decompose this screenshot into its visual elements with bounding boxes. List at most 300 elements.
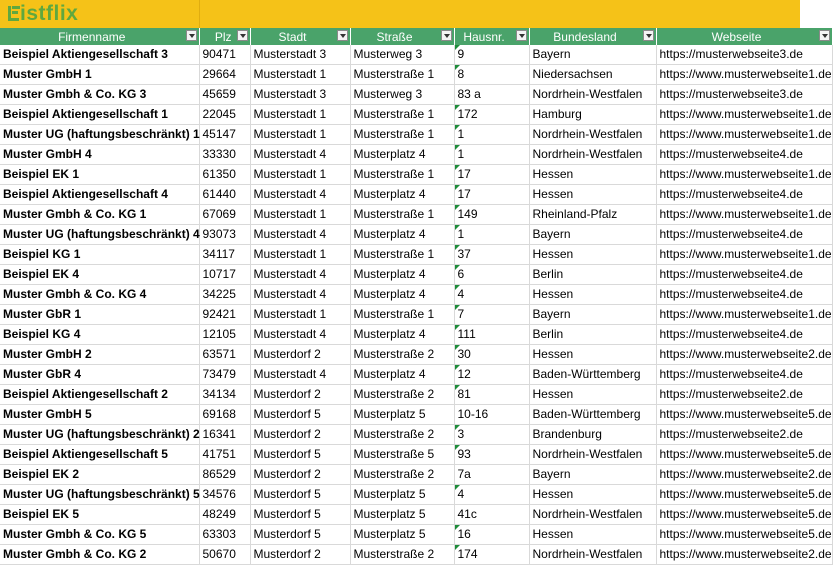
cell-value: 17 bbox=[457, 187, 471, 201]
filter-dropdown-icon[interactable] bbox=[237, 30, 248, 41]
cell-plz[interactable] bbox=[199, 285, 250, 305]
cell-strasse[interactable] bbox=[350, 345, 454, 365]
cell-value: Beispiel Aktiengesellschaft 5 bbox=[3, 447, 168, 461]
cell-bundesland[interactable] bbox=[529, 405, 656, 425]
cell-webseite[interactable] bbox=[656, 485, 832, 505]
cell-stadt[interactable] bbox=[250, 165, 350, 185]
cell-value: Muster UG (haftungsbeschränkt) 2 bbox=[3, 427, 200, 441]
cell-value: Nordrhein-Westfalen bbox=[532, 507, 643, 521]
cell-plz[interactable] bbox=[199, 505, 250, 525]
table-row bbox=[0, 545, 832, 565]
cell-strasse[interactable] bbox=[350, 485, 454, 505]
cell-stadt[interactable] bbox=[250, 325, 350, 345]
cell-plz[interactable] bbox=[199, 105, 250, 125]
cell-webseite[interactable] bbox=[656, 225, 832, 245]
cell-firmenname[interactable] bbox=[0, 305, 199, 325]
cell-stadt[interactable] bbox=[250, 205, 350, 225]
cell-firmenname[interactable] bbox=[0, 525, 199, 545]
cell-plz[interactable] bbox=[199, 545, 250, 565]
cell-firmenname[interactable] bbox=[0, 65, 199, 85]
cell-plz[interactable] bbox=[199, 465, 250, 485]
cell-strasse[interactable] bbox=[350, 125, 454, 145]
cell-bundesland[interactable] bbox=[529, 165, 656, 185]
cell-webseite[interactable] bbox=[656, 365, 832, 385]
cell-strasse[interactable] bbox=[350, 385, 454, 405]
cell-bundesland[interactable] bbox=[529, 345, 656, 365]
cell-stadt[interactable] bbox=[250, 465, 350, 485]
cell-value: 29664 bbox=[202, 67, 236, 81]
cell-value: Hessen bbox=[532, 347, 574, 361]
cell-webseite[interactable] bbox=[656, 445, 832, 465]
cell-bundesland[interactable] bbox=[529, 285, 656, 305]
cell-bundesland[interactable] bbox=[529, 225, 656, 245]
cell-bundesland[interactable] bbox=[529, 485, 656, 505]
cell-strasse[interactable] bbox=[350, 285, 454, 305]
cell-webseite[interactable] bbox=[656, 185, 832, 205]
cell-firmenname[interactable] bbox=[0, 125, 199, 145]
cell-value: 34576 bbox=[202, 487, 236, 501]
cell-firmenname[interactable] bbox=[0, 345, 199, 365]
column-header-hausnr[interactable] bbox=[454, 28, 529, 45]
cell-bundesland[interactable] bbox=[529, 65, 656, 85]
cell-value: https://www.musterwebseite5.de bbox=[659, 507, 832, 521]
cell-plz[interactable] bbox=[199, 265, 250, 285]
filter-dropdown-icon[interactable] bbox=[643, 30, 654, 41]
cell-strasse[interactable] bbox=[350, 525, 454, 545]
cell-strasse[interactable] bbox=[350, 45, 454, 65]
cell-strasse[interactable] bbox=[350, 185, 454, 205]
cell-firmenname[interactable] bbox=[0, 385, 199, 405]
cell-stadt[interactable] bbox=[250, 345, 350, 365]
cell-value: Muster GbR 4 bbox=[3, 367, 82, 381]
cell-value: https://musterwebseite4.de bbox=[659, 327, 803, 341]
cell-value: Musterdorf 5 bbox=[253, 527, 321, 541]
cell-value: Muster GmbH 2 bbox=[3, 347, 92, 361]
table-row bbox=[0, 345, 832, 365]
cell-hausnr[interactable] bbox=[454, 405, 529, 425]
cell-stadt[interactable] bbox=[250, 265, 350, 285]
cell-stadt[interactable] bbox=[250, 45, 350, 65]
number-as-text-indicator-icon bbox=[455, 385, 460, 390]
cell-value: Musterstadt 1 bbox=[253, 307, 327, 321]
cell-value: Musterplatz 5 bbox=[353, 507, 426, 521]
number-as-text-indicator-icon bbox=[455, 245, 460, 250]
cell-stadt[interactable] bbox=[250, 425, 350, 445]
cell-hausnr[interactable] bbox=[454, 325, 529, 345]
cell-value: Musterplatz 4 bbox=[353, 267, 426, 281]
cell-value: Musterstadt 3 bbox=[253, 47, 327, 61]
cell-hausnr[interactable] bbox=[454, 65, 529, 85]
cell-strasse[interactable] bbox=[350, 365, 454, 385]
cell-value: Beispiel Aktiengesellschaft 4 bbox=[3, 187, 168, 201]
cell-webseite[interactable] bbox=[656, 165, 832, 185]
cell-bundesland[interactable] bbox=[529, 205, 656, 225]
cell-hausnr[interactable] bbox=[454, 365, 529, 385]
cell-strasse[interactable] bbox=[350, 265, 454, 285]
cell-stadt[interactable] bbox=[250, 105, 350, 125]
cell-value: Nordrhein-Westfalen bbox=[532, 547, 643, 561]
cell-stadt[interactable] bbox=[250, 125, 350, 145]
cell-strasse[interactable] bbox=[350, 245, 454, 265]
cell-value: 1 bbox=[457, 127, 465, 141]
column-header-strasse[interactable] bbox=[350, 28, 454, 45]
number-as-text-indicator-icon bbox=[455, 125, 460, 130]
cell-hausnr[interactable] bbox=[454, 45, 529, 65]
cell-webseite[interactable] bbox=[656, 345, 832, 365]
cell-plz[interactable] bbox=[199, 325, 250, 345]
cell-value: 30 bbox=[457, 347, 471, 361]
cell-firmenname[interactable] bbox=[0, 425, 199, 445]
cell-value: Musterstadt 3 bbox=[253, 87, 327, 101]
cell-value: Beispiel EK 4 bbox=[3, 267, 80, 281]
cell-hausnr[interactable] bbox=[454, 165, 529, 185]
cell-hausnr[interactable] bbox=[454, 245, 529, 265]
spreadsheet-table bbox=[0, 28, 833, 565]
cell-plz[interactable] bbox=[199, 405, 250, 425]
filter-dropdown-icon[interactable] bbox=[819, 30, 830, 41]
cell-value: Hessen bbox=[532, 287, 574, 301]
table-row bbox=[0, 185, 832, 205]
column-header-bundesland[interactable] bbox=[529, 28, 656, 45]
cell-hausnr[interactable] bbox=[454, 425, 529, 445]
column-header-plz[interactable] bbox=[199, 28, 250, 45]
cell-webseite[interactable] bbox=[656, 145, 832, 165]
table-body bbox=[0, 45, 832, 565]
cell-hausnr[interactable] bbox=[454, 265, 529, 285]
cell-hausnr[interactable] bbox=[454, 85, 529, 105]
cell-webseite[interactable] bbox=[656, 325, 832, 345]
cell-value: https://www.musterwebseite1.de bbox=[659, 67, 832, 81]
filter-dropdown-icon[interactable] bbox=[186, 30, 197, 41]
cell-value: Hessen bbox=[532, 167, 574, 181]
cell-hausnr[interactable] bbox=[454, 205, 529, 225]
cell-value: https://www.musterwebseite1.de bbox=[659, 167, 832, 181]
cell-stadt[interactable] bbox=[250, 445, 350, 465]
cell-hausnr[interactable] bbox=[454, 125, 529, 145]
cell-value: Musterplatz 5 bbox=[353, 527, 426, 541]
cell-webseite[interactable] bbox=[656, 525, 832, 545]
cell-stadt[interactable] bbox=[250, 85, 350, 105]
table-row bbox=[0, 205, 832, 225]
column-header-label: Bundesland bbox=[553, 29, 617, 44]
cell-stadt[interactable] bbox=[250, 505, 350, 525]
cell-value: 4 bbox=[457, 487, 465, 501]
filter-dropdown-icon[interactable] bbox=[337, 30, 348, 41]
cell-hausnr[interactable] bbox=[454, 145, 529, 165]
cell-firmenname[interactable] bbox=[0, 405, 199, 425]
cell-value: Hessen bbox=[532, 387, 574, 401]
cell-plz[interactable] bbox=[199, 425, 250, 445]
cell-hausnr[interactable] bbox=[454, 105, 529, 125]
cell-webseite[interactable] bbox=[656, 205, 832, 225]
cell-strasse[interactable] bbox=[350, 305, 454, 325]
table-row bbox=[0, 65, 832, 85]
cell-firmenname[interactable] bbox=[0, 265, 199, 285]
cell-stadt[interactable] bbox=[250, 225, 350, 245]
cell-value: Muster GbR 1 bbox=[3, 307, 82, 321]
cell-firmenname[interactable] bbox=[0, 145, 199, 165]
cell-strasse[interactable] bbox=[350, 325, 454, 345]
cell-value: Musterstraße 1 bbox=[353, 207, 435, 221]
cell-value: https://musterwebseite2.de bbox=[659, 427, 803, 441]
cell-bundesland[interactable] bbox=[529, 105, 656, 125]
filter-dropdown-icon[interactable] bbox=[441, 30, 452, 41]
cell-bundesland[interactable] bbox=[529, 145, 656, 165]
cell-value: 73479 bbox=[202, 367, 236, 381]
cell-stadt[interactable] bbox=[250, 545, 350, 565]
cell-stadt[interactable] bbox=[250, 145, 350, 165]
cell-bundesland[interactable] bbox=[529, 85, 656, 105]
cell-plz[interactable] bbox=[199, 245, 250, 265]
cell-value: Musterplatz 4 bbox=[353, 367, 426, 381]
cell-webseite[interactable] bbox=[656, 125, 832, 145]
cell-bundesland[interactable] bbox=[529, 445, 656, 465]
cell-stadt[interactable] bbox=[250, 185, 350, 205]
cell-strasse[interactable] bbox=[350, 165, 454, 185]
cell-strasse[interactable] bbox=[350, 425, 454, 445]
table-row bbox=[0, 325, 832, 345]
cell-strasse[interactable] bbox=[350, 545, 454, 565]
cell-firmenname[interactable] bbox=[0, 505, 199, 525]
cell-bundesland[interactable] bbox=[529, 185, 656, 205]
cell-value: Nordrhein-Westfalen bbox=[532, 127, 643, 141]
cell-plz[interactable] bbox=[199, 525, 250, 545]
number-as-text-indicator-icon bbox=[455, 285, 460, 290]
cell-strasse[interactable] bbox=[350, 405, 454, 425]
cell-plz[interactable] bbox=[199, 125, 250, 145]
cell-value: 111 bbox=[457, 327, 476, 341]
cell-firmenname[interactable] bbox=[0, 365, 199, 385]
logo-mark-icon bbox=[8, 6, 19, 21]
cell-value: https://www.musterwebseite5.de bbox=[659, 527, 832, 541]
cell-value: Musterdorf 5 bbox=[253, 407, 321, 421]
cell-hausnr[interactable] bbox=[454, 225, 529, 245]
cell-value: Beispiel Aktiengesellschaft 1 bbox=[3, 107, 168, 121]
cell-value: Musterstraße 1 bbox=[353, 167, 435, 181]
cell-bundesland[interactable] bbox=[529, 365, 656, 385]
cell-stadt[interactable] bbox=[250, 385, 350, 405]
cell-value: Musterstadt 4 bbox=[253, 287, 327, 301]
cell-bundesland[interactable] bbox=[529, 45, 656, 65]
cell-hausnr[interactable] bbox=[454, 445, 529, 465]
cell-webseite[interactable] bbox=[656, 305, 832, 325]
cell-bundesland[interactable] bbox=[529, 425, 656, 445]
number-as-text-indicator-icon bbox=[455, 145, 460, 150]
cell-hausnr[interactable] bbox=[454, 385, 529, 405]
cell-firmenname[interactable] bbox=[0, 545, 199, 565]
cell-value: https://www.musterwebseite5.de bbox=[659, 407, 832, 421]
cell-firmenname[interactable] bbox=[0, 445, 199, 465]
cell-plz[interactable] bbox=[199, 445, 250, 465]
cell-value: 86529 bbox=[202, 467, 236, 481]
cell-value: Musterstadt 1 bbox=[253, 247, 327, 261]
cell-firmenname[interactable] bbox=[0, 465, 199, 485]
cell-value: 41c bbox=[457, 507, 477, 521]
cell-firmenname[interactable] bbox=[0, 225, 199, 245]
cell-firmenname[interactable] bbox=[0, 185, 199, 205]
cell-value: 12105 bbox=[202, 327, 236, 341]
cell-bundesland[interactable] bbox=[529, 305, 656, 325]
cell-hausnr[interactable] bbox=[454, 485, 529, 505]
cell-value: Muster Gmbh & Co. KG 3 bbox=[3, 87, 147, 101]
cell-plz[interactable] bbox=[199, 145, 250, 165]
cell-strasse[interactable] bbox=[350, 145, 454, 165]
cell-webseite[interactable] bbox=[656, 405, 832, 425]
table-row bbox=[0, 525, 832, 545]
cell-strasse[interactable] bbox=[350, 225, 454, 245]
cell-hausnr[interactable] bbox=[454, 505, 529, 525]
column-header-stadt[interactable] bbox=[250, 28, 350, 45]
cell-bundesland[interactable] bbox=[529, 465, 656, 485]
cell-value: 34134 bbox=[202, 387, 236, 401]
cell-plz[interactable] bbox=[199, 165, 250, 185]
column-header-webseite[interactable] bbox=[656, 28, 832, 45]
cell-strasse[interactable] bbox=[350, 465, 454, 485]
cell-strasse[interactable] bbox=[350, 65, 454, 85]
cell-firmenname[interactable] bbox=[0, 285, 199, 305]
cell-webseite[interactable] bbox=[656, 85, 832, 105]
cell-bundesland[interactable] bbox=[529, 385, 656, 405]
cell-plz[interactable] bbox=[199, 485, 250, 505]
cell-value: Musterstadt 1 bbox=[253, 127, 327, 141]
cell-bundesland[interactable] bbox=[529, 325, 656, 345]
number-as-text-indicator-icon bbox=[455, 545, 460, 550]
filter-dropdown-icon[interactable] bbox=[516, 30, 527, 41]
cell-webseite[interactable] bbox=[656, 425, 832, 445]
cell-firmenname[interactable] bbox=[0, 105, 199, 125]
cell-firmenname[interactable] bbox=[0, 85, 199, 105]
cell-hausnr[interactable] bbox=[454, 305, 529, 325]
number-as-text-indicator-icon bbox=[455, 525, 460, 530]
cell-hausnr[interactable] bbox=[454, 285, 529, 305]
cell-stadt[interactable] bbox=[250, 305, 350, 325]
cell-strasse[interactable] bbox=[350, 445, 454, 465]
cell-strasse[interactable] bbox=[350, 105, 454, 125]
number-as-text-indicator-icon bbox=[455, 205, 460, 210]
cell-webseite[interactable] bbox=[656, 265, 832, 285]
cell-strasse[interactable] bbox=[350, 205, 454, 225]
cell-firmenname[interactable] bbox=[0, 205, 199, 225]
cell-value: https://www.musterwebseite1.de bbox=[659, 107, 832, 121]
cell-value: 34225 bbox=[202, 287, 236, 301]
cell-hausnr[interactable] bbox=[454, 545, 529, 565]
cell-bundesland[interactable] bbox=[529, 245, 656, 265]
cell-firmenname[interactable] bbox=[0, 165, 199, 185]
listflix-logo bbox=[8, 2, 78, 26]
cell-hausnr[interactable] bbox=[454, 185, 529, 205]
cell-value: Musterstraße 5 bbox=[353, 447, 435, 461]
cell-value: Muster Gmbh & Co. KG 1 bbox=[3, 207, 147, 221]
cell-value: 149 bbox=[457, 207, 478, 221]
cell-value: https://www.musterwebseite1.de bbox=[659, 127, 832, 141]
cell-value: Baden-Württemberg bbox=[532, 367, 641, 381]
cell-plz[interactable] bbox=[199, 345, 250, 365]
cell-value: https://musterwebseite4.de bbox=[659, 147, 803, 161]
cell-webseite[interactable] bbox=[656, 505, 832, 525]
number-as-text-indicator-icon bbox=[455, 365, 460, 370]
cell-value: 6 bbox=[457, 267, 465, 281]
cell-plz[interactable] bbox=[199, 185, 250, 205]
cell-value: Musterweg 3 bbox=[353, 87, 423, 101]
column-header-row bbox=[0, 28, 832, 45]
cell-hausnr[interactable] bbox=[454, 465, 529, 485]
cell-value: Bayern bbox=[532, 467, 571, 481]
cell-value: Musterstraße 2 bbox=[353, 467, 435, 481]
cell-webseite[interactable] bbox=[656, 45, 832, 65]
cell-plz[interactable] bbox=[199, 65, 250, 85]
cell-webseite[interactable] bbox=[656, 245, 832, 265]
cell-webseite[interactable] bbox=[656, 545, 832, 565]
cell-value: Musterstraße 2 bbox=[353, 387, 435, 401]
number-as-text-indicator-icon bbox=[455, 485, 460, 490]
cell-webseite[interactable] bbox=[656, 465, 832, 485]
cell-firmenname[interactable] bbox=[0, 485, 199, 505]
cell-webseite[interactable] bbox=[656, 65, 832, 85]
cell-value: Musterstadt 4 bbox=[253, 367, 327, 381]
cell-value: Musterstadt 4 bbox=[253, 267, 327, 281]
cell-plz[interactable] bbox=[199, 85, 250, 105]
cell-stadt[interactable] bbox=[250, 65, 350, 85]
cell-stadt[interactable] bbox=[250, 525, 350, 545]
table-row bbox=[0, 285, 832, 305]
table-row bbox=[0, 45, 832, 65]
column-header-firmenname[interactable] bbox=[0, 28, 199, 45]
cell-firmenname[interactable] bbox=[0, 245, 199, 265]
cell-webseite[interactable] bbox=[656, 285, 832, 305]
cell-plz[interactable] bbox=[199, 225, 250, 245]
cell-stadt[interactable] bbox=[250, 405, 350, 425]
cell-bundesland[interactable] bbox=[529, 125, 656, 145]
cell-hausnr[interactable] bbox=[454, 525, 529, 545]
cell-value: Muster Gmbh & Co. KG 4 bbox=[3, 287, 147, 301]
cell-strasse[interactable] bbox=[350, 85, 454, 105]
cell-stadt[interactable] bbox=[250, 365, 350, 385]
cell-value: 37 bbox=[457, 247, 471, 261]
cell-value: Bayern bbox=[532, 227, 571, 241]
cell-plz[interactable] bbox=[199, 365, 250, 385]
cell-webseite[interactable] bbox=[656, 105, 832, 125]
cell-plz[interactable] bbox=[199, 305, 250, 325]
cell-hausnr[interactable] bbox=[454, 345, 529, 365]
cell-bundesland[interactable] bbox=[529, 545, 656, 565]
cell-stadt[interactable] bbox=[250, 485, 350, 505]
cell-value: Musterstadt 4 bbox=[253, 187, 327, 201]
cell-value: Beispiel EK 5 bbox=[3, 507, 80, 521]
cell-value: Beispiel KG 4 bbox=[3, 327, 81, 341]
cell-firmenname[interactable] bbox=[0, 325, 199, 345]
cell-value: 16 bbox=[457, 527, 471, 541]
column-header-label: Firmenname bbox=[58, 29, 126, 44]
cell-value: https://www.musterwebseite5.de bbox=[659, 447, 832, 461]
cell-stadt[interactable] bbox=[250, 245, 350, 265]
cell-bundesland[interactable] bbox=[529, 505, 656, 525]
cell-plz[interactable] bbox=[199, 205, 250, 225]
cell-webseite[interactable] bbox=[656, 385, 832, 405]
cell-plz[interactable] bbox=[199, 385, 250, 405]
cell-bundesland[interactable] bbox=[529, 265, 656, 285]
cell-value: Musterstadt 4 bbox=[253, 227, 327, 241]
cell-firmenname[interactable] bbox=[0, 45, 199, 65]
cell-bundesland[interactable] bbox=[529, 525, 656, 545]
number-as-text-indicator-icon bbox=[455, 425, 460, 430]
column-header-label: Straße bbox=[376, 29, 413, 44]
cell-value: 9 bbox=[457, 47, 465, 61]
cell-stadt[interactable] bbox=[250, 285, 350, 305]
cell-value: 69168 bbox=[202, 407, 236, 421]
cell-plz[interactable] bbox=[199, 45, 250, 65]
logo-cell bbox=[0, 0, 200, 28]
cell-strasse[interactable] bbox=[350, 505, 454, 525]
